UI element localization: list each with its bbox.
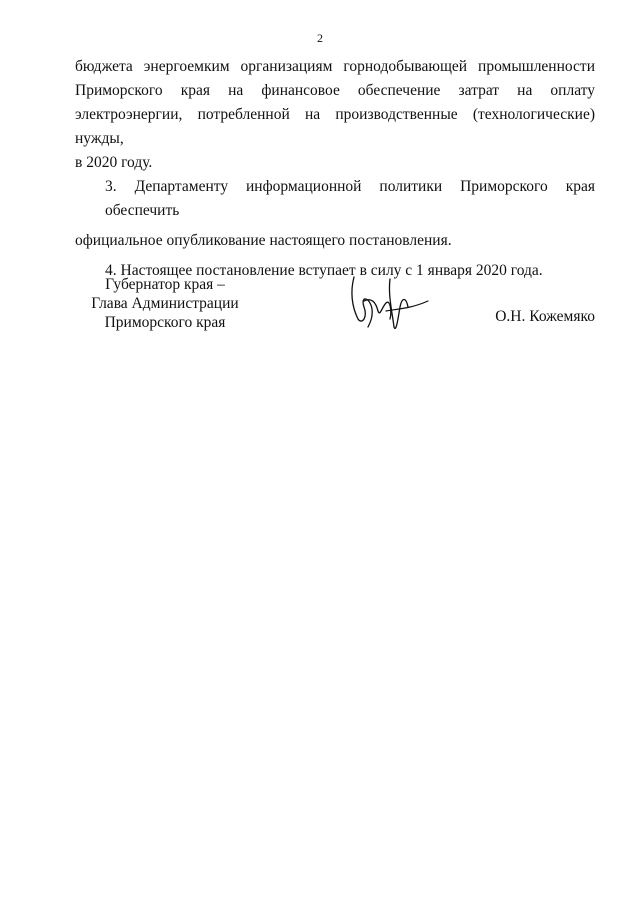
text-line: электроэнергии, потребленной на производственные (технологические) нужды, <box>75 106 595 147</box>
paragraph-3 <box>75 175 595 223</box>
text-line: 4. Настоящее постановление вступает в силу с 1 января 2020 года. <box>105 262 543 279</box>
text-line: в 2020 году. <box>75 154 153 171</box>
signatory-title-line: Губернатор края – <box>105 276 225 293</box>
handwritten-signature <box>340 267 430 337</box>
document-body <box>75 55 595 283</box>
signatory-title <box>75 275 255 332</box>
text-line: Приморского края на финансовое обеспечение затрат на оплату <box>75 82 595 99</box>
text-line: бюджета энергоемким организациям горнодобывающей промышленности <box>75 58 595 75</box>
paragraph-continuation <box>75 55 595 175</box>
signatory-name: О.Н. Кожемяко <box>495 308 595 325</box>
text-line: официальное опубликование настоящего постановления. <box>75 232 452 249</box>
paragraph-3-continued <box>75 229 595 253</box>
text-line: 3. Департаменту информационной политики Приморского края обеспечить <box>105 178 595 219</box>
signatory-title-line: Приморского края <box>104 314 226 331</box>
signatory-title-line: Глава Администрации <box>91 295 239 312</box>
page-number: 2 <box>317 31 323 45</box>
signature-block <box>75 275 595 365</box>
